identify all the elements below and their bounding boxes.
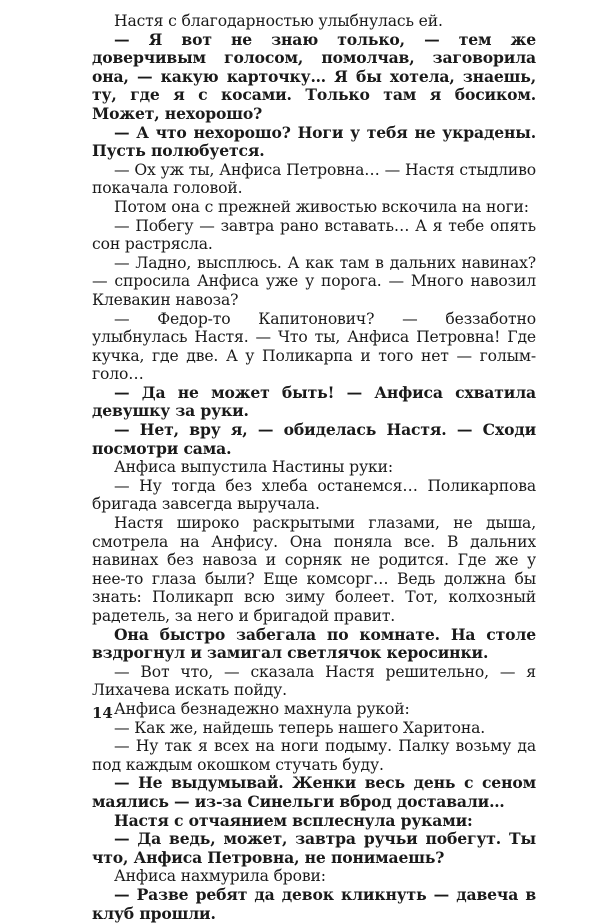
paragraph: — Разве ребят да девок кликнуть — давеча в клуб прошли.	[92, 884, 536, 923]
paragraph: Настя широко раскрытыми глазами, не дыша, смотрела на Анфису. Она поняла все. В дальних навинах без навоза и сорняк не родится. Где же у нее-то глаза были? Еще комсорг… Ведь должна бы знать: Поликарп всю зиму болеет. Тот, колхозный радетель, за него и бригадой правит.	[92, 514, 536, 625]
paragraph: Анфиса безнадежно махнула рукой:	[114, 699, 410, 718]
paragraph: — Побегу — завтра рано вставать… А я тебе опять сон растрясла.	[92, 216, 536, 254]
paragraph: — Нет, вру я, — обиделась Настя. — Сходи посмотри сама.	[92, 420, 536, 458]
paragraph: Анфиса выпустила Настины руки:	[114, 458, 393, 477]
paragraph: — Как же, найдешь теперь нашего Харитона.	[114, 718, 486, 737]
body-text	[92, 12, 536, 923]
paragraph: — Да ведь, может, завтра ручьи побегут. Ты что, Анфиса Петровна, не понимаешь?	[92, 829, 536, 867]
page-number: 14	[92, 704, 113, 722]
paragraph: Потом она с прежней живостью вскочила на ноги:	[114, 197, 529, 216]
paragraph: — Вот что, — сказала Настя решительно, — я Лихачева искать пойду.	[92, 662, 536, 700]
paragraph: — Ну тогда без хлеба останемся… Поликарпова бригада завсегда выручала.	[92, 476, 536, 514]
paragraph: — Я вот не знаю только, — тем же доверчивым голосом, помолчав, заговорила она, — какую карточку… Я бы хотела, знаешь, ту, где я с косами. Только там я босиком. Может, нехорошо?	[92, 29, 536, 123]
paragraph: — Ну так я всех на ноги подыму. Палку возьму да под каждым окошком стучать буду.	[92, 737, 536, 774]
paragraph: Настя с благодарностью улыбнулась ей.	[114, 12, 443, 30]
paragraph: — Не выдумывай. Женки весь день с сеном маялись — из-за Синельги вброд доставали…	[92, 773, 536, 811]
paragraph: — Да не может быть! — Анфиса схватила девушку за руки.	[92, 382, 536, 421]
paragraph: — Ох уж ты, Анфиса Петровна… — Настя стыдливо покачала головой.	[92, 160, 536, 198]
paragraph: — Федор-то Капитонович? — беззаботно улыбнулась Настя. — Что ты, Анфиса Петровна! Где кучка, где две. А у Поликарпа и того нет — голым-голо…	[92, 309, 536, 384]
paragraph: Она быстро забегала по комнате. На столе вздрогнул и замигал светлячок керосинки.	[92, 624, 536, 663]
paragraph: — А что нехорошо? Ноги у тебя не украдены. Пусть полюбуется.	[92, 122, 536, 161]
paragraph: Настя с отчаянием всплеснула руками:	[114, 810, 473, 830]
paragraph: Анфиса нахмурила брови:	[114, 867, 326, 886]
paragraph: — Ладно, высплюсь. А как там в дальних навинах? — спросила Анфиса уже у порога. — Много навозил Клевакин навоза?	[92, 253, 536, 309]
